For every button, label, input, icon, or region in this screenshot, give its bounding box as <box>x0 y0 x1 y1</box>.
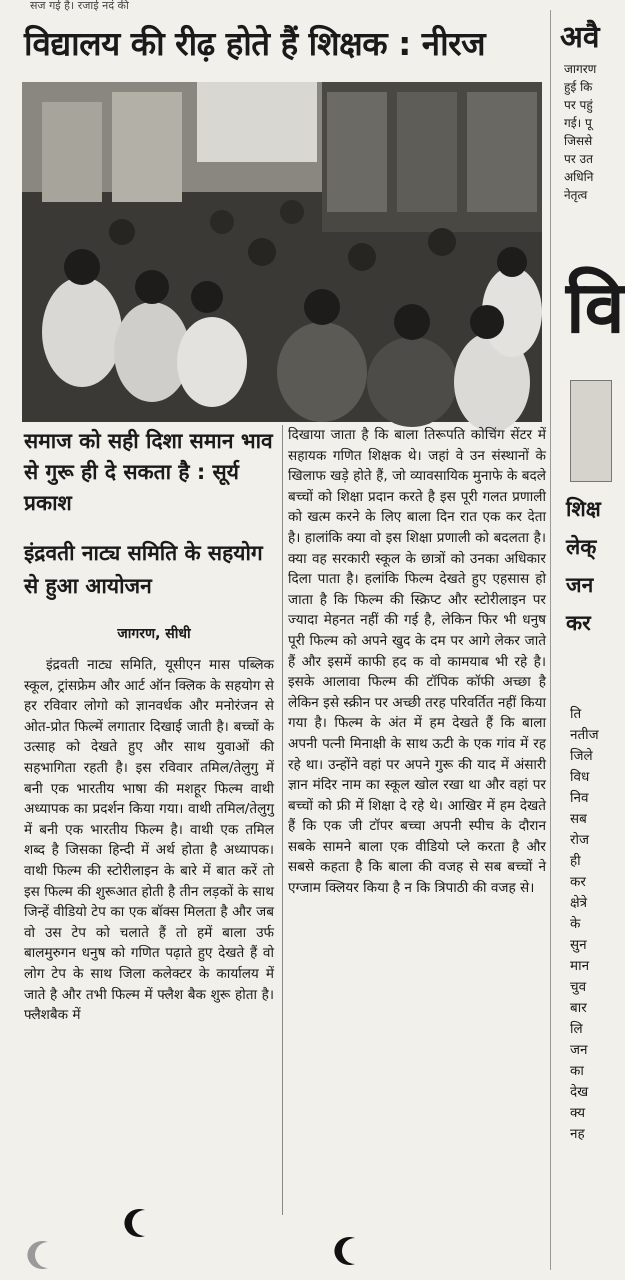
adjacent-body-line: लि <box>570 1021 583 1037</box>
article-column-2: दिखाया जाता है कि बाला तिरूपति कोचिंग सेंटर में सहायक गणित शिक्षक थे। जहां वे उन संस्थानों के खिलाफ खड़े होते हैं, जो व्यावसायिक मुनाफे के बदले बच्चों को शिक्षा प्रदान करते है इस पूरी गलत प्रणाली को खत्म करने के लिए बाला दिन रात एक कर देता है। हालांकि क्या वो इस शिक्षा प्रणाली को बदलता है। क्या वह सरकारी स्कूल के छात्रों को उनका अधिकार दिला पाता है। हलांकि फिल्म देखते हुए एहसास हो जाता है कि फिल्म की स्क्रिप्ट और स्टोरीलाइन पर ज्यादा मेहनत नहीं की गई है, लेकिन फिर भी धनुष पूरी फिल्म को अपने खुद के दम पर आगे लेकर जाते हैं और इसमें काफी हद क वो कामयाब भी रहे है। इसके आलावा फिल्म की टॉपिक कॉफी अच्छा है लेकिन इसे स्क्रीन पर अच्छी तरह परिवर्तित नहीं किया गया है। फिल्म के अंत में हम देखते हैं कि बाला अपनी पत्नी मिनाक्षी के साथ ऊटी के एक गांव में रह रहे था। उन्होंने वहां पर अपने गुरू की याद में अंसारी ज्ञान मंदिर नाम का स्कूल खोल रखा था और वहां पर बच्चों को फ्री में शिक्षा दे रहे थे। आखिर में हम देखते हैं कि एक जी टॉपर बच्चा अपनी स्पीच के दौरान सबके सामने बाला एक वीडियो प्ले करता है और सबसे कहता है कि बाला की वजह से सब बच्चों ने एग्जाम क्लियर किया है न कि त्रिपाठी की वजह से। <box>288 427 546 897</box>
adjacent-body-line: सब <box>570 811 587 827</box>
article-column-1: इंद्रवती नाट्य समिति, यूसीएन मास पब्लिक स्कूल, ट्रांसफ्रेम और आर्ट ऑन क्लिक के सहयोग से हर रविवार लोगो को ज्ञानवर्धक और मनोरंजन से ओत-प्रोत फिल्में लगातार दिखाई जाती है। बच्चों के उत्साह को देखते हुए और साथ युवाओं की सहभागिता रहती है। इस रविवार तमिल/तेलुगु में बनी एक भारतीय भाषा की मशहूर फिल्म वाथी अध्यापक का प्रदर्शन किया गया। वाथी तमिल/तेलुगु में बनी एक भारतीय फिल्म है। वाथी एक तमिल शब्द है जिसका हिन्दी में अर्थ होता है अध्यापक। वाथी फिल्म की स्टोरीलाइन के बारे में बात करें तो इस फिल्म की शुरूआत होती है तीन लड़कों के साथ जिन्हें वीडियो टेप का एक बॉक्स मिलता है और जब वो उस टेप को चलाते हैं तो हमें बाला उर्फ बालमुरुगन धनुष को गणित पढ़ाते हुए देखते हैं वो लोग टेप के साथ जिला कलेक्टर के कार्यालय में जाते है और तभी फिल्म में फ्लैश बैक शुरू होता है। फ्लैशबैक में <box>24 657 274 1024</box>
byline: जागरण, सीधी <box>117 626 191 642</box>
adjacent-photo <box>570 380 612 482</box>
adjacent-body-line: देख <box>570 1084 589 1100</box>
adjacent-body-line: क्षेत्रे <box>570 895 588 911</box>
adjacent-big-headline: वि <box>566 265 625 349</box>
subheading-quote: समाज को सही दिशा समान भाव से गुरू ही दे सकता है : सूर्य प्रकाश <box>24 429 273 515</box>
adjacent-body-line: ही <box>570 853 581 869</box>
adjacent-body-line: ति <box>570 706 582 722</box>
adjacent-body-line: जिले <box>570 748 593 764</box>
subheading-organizer: इंद्रवती नाट्य समिति के सहयोग से हुआ आयोजन <box>24 541 263 598</box>
adjacent-body <box>570 704 599 1145</box>
column-divider <box>282 425 283 1215</box>
adjacent-line: अधिनि <box>564 170 594 184</box>
adjacent-sub-line: शिक्ष <box>566 497 601 521</box>
adjacent-body-line: जन <box>570 1042 588 1058</box>
adjacent-body-line: का <box>570 1063 584 1079</box>
adjacent-body-line: विध <box>570 769 590 785</box>
adjacent-line: पर उत <box>564 152 593 166</box>
adjacent-line: जागरण <box>564 62 597 76</box>
adjacent-line: नेतृत्व <box>564 188 588 202</box>
adjacent-article-column <box>552 0 625 1280</box>
adjacent-subheading <box>566 490 601 642</box>
previous-article-strip: सज गई है। रजाई नदं की <box>30 0 129 12</box>
registration-mark-icon <box>18 1240 52 1270</box>
adjacent-sub-line: कर <box>566 611 591 635</box>
adjacent-sub-line: जन <box>566 573 594 597</box>
adjacent-text-top <box>564 60 596 204</box>
adjacent-body-line: के <box>570 916 581 932</box>
adjacent-body-line: निव <box>570 790 589 806</box>
headline: विद्यालय की रीढ़ होते हैं शिक्षक : नीरज <box>24 24 486 63</box>
adjacent-body-line: चुव <box>570 979 587 995</box>
adjacent-body-line: क्य <box>570 1105 586 1121</box>
adjacent-line: गई। पू <box>564 116 592 130</box>
adjacent-body-line: नतीज <box>570 727 599 743</box>
adjacent-body-line: नह <box>570 1126 585 1142</box>
adjacent-body-line: बार <box>570 1000 587 1016</box>
adjacent-body-line: रोज <box>570 832 590 848</box>
registration-mark-icon <box>325 1236 359 1266</box>
adjacent-line: जिससे <box>564 134 593 148</box>
right-column-divider <box>550 10 551 1270</box>
adjacent-headline: अवै <box>560 20 600 55</box>
adjacent-line: पर पहुं <box>564 98 593 112</box>
adjacent-body-line: कर <box>570 874 586 890</box>
adjacent-line: हुई कि <box>564 80 593 94</box>
adjacent-body-line: सुन <box>570 937 587 953</box>
adjacent-sub-line: लेक् <box>566 535 597 559</box>
event-photo <box>22 82 542 422</box>
adjacent-body-line: मान <box>570 958 590 974</box>
registration-mark-icon <box>115 1208 149 1238</box>
